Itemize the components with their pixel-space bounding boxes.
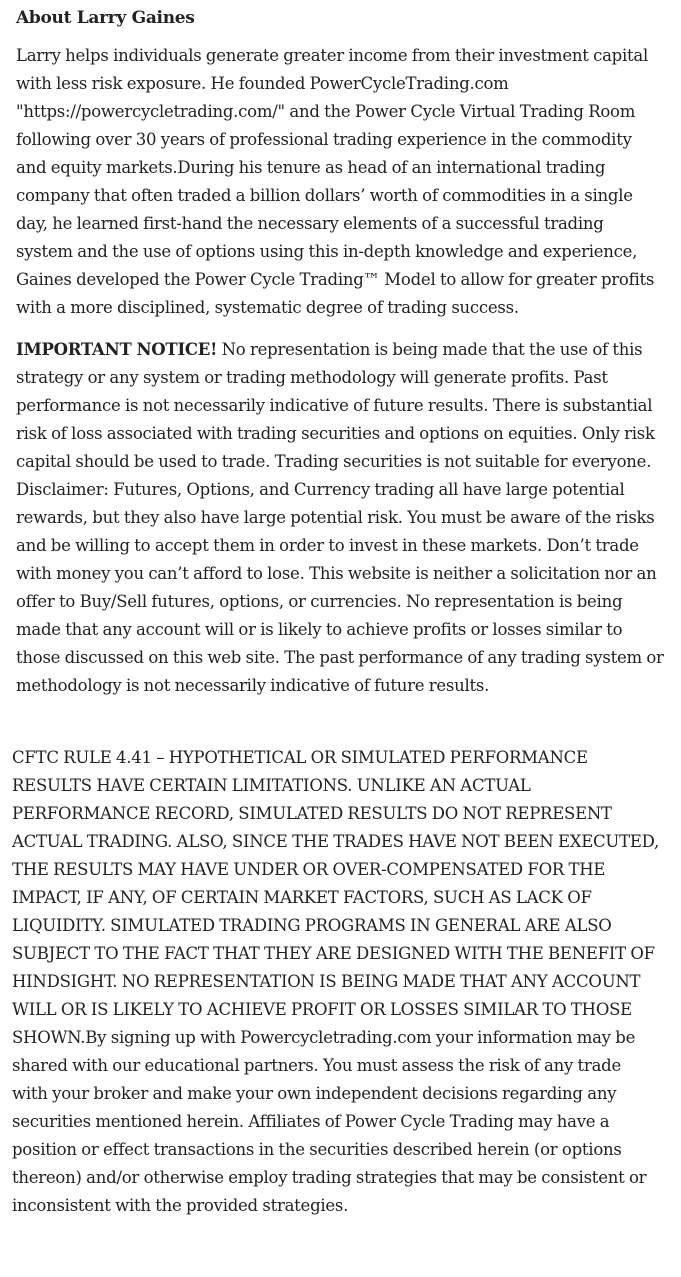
important-notice xyxy=(16,336,664,700)
about-heading: About Larry Gaines xyxy=(16,8,195,28)
cftc-disclaimer: CFTC RULE 4.41 – HYPOTHETICAL OR SIMULATED PERFORMANCE RESULTS HAVE CERTAIN LIMITATIONS. UNLIKE AN ACTUAL PERFORMANCE RECORD, SIMULATED RESULTS DO NOT REPRESENT ACTUAL TRADING. ALSO, SINCE THE TRADES HAVE NOT BEEN EXECUTED, THE RESULTS MAY HAVE UNDER OR OVER-COMPENSATED FOR THE IMPACT, IF ANY, OF CERTAIN MARKET FACTORS, SUCH AS LACK OF LIQUIDITY. SIMULATED TRADING PROGRAMS IN GENERAL ARE ALSO SUBJECT TO THE FACT THAT THEY ARE DESIGNED WITH THE BENEFIT OF HINDSIGHT. NO REPRESENTATION IS BEING MADE THAT ANY ACCOUNT WILL OR IS LIKELY TO ACHIEVE PROFIT OR LOSSES SIMILAR TO THOSE SHOWN.By signing up with Powercycletrading.com your information may be shared with our educational partners. You must assess the risk of any trade with your broker and make your own independent decisions regarding any securities mentioned herein. Affiliates of Power Cycle Trading may have a position or effect transactions in the securities described herein (or options thereon) and/or otherwise employ trading strategies that may be consistent or inconsistent with the provided strategies. xyxy=(12,748,660,1215)
important-notice-label: IMPORTANT NOTICE! xyxy=(16,340,218,359)
important-notice-text: No representation is being made that the use of this strategy or any system or trading methodology will generate profits. Past performance is not necessarily indicative of future results. There is substantial risk of loss associated with trading securities and options on equities. Only risk capital should be used to trade. Trading securities is not suitable for everyone. Disclaimer: Futures, Options, and Currency trading all have large potential rewards, but they also have large potential risk. You must be aware of the risks and be willing to accept them in order to invest in these markets. Don’t trade with money you can’t afford to lose. This website is neither a solicitation nor an offer to Buy/Sell futures, options, or currencies. No representation is being made that any account will or is likely to achieve profits or losses similar to those discussed on this web site. The past performance of any trading system or methodology is not necessarily indicative of future results. xyxy=(16,340,664,695)
author-bio: Larry helps individuals generate greater income from their investment capital with less risk exposure. He founded PowerCycleTrading.com "https://powercycletrading.com/" and the Power Cycle Virtual Trading Room following over 30 years of professional trading experience in the commodity and equity markets.During his tenure as head of an international trading company that often traded a billion dollars’ worth of commodities in a single day, he learned first-hand the necessary elements of a successful trading system and the use of options using this in-depth knowledge and experience, Gaines developed the Power Cycle Trading™ Model to allow for greater profits with a more disciplined, systematic degree of trading success. xyxy=(16,46,655,317)
about-author-section xyxy=(16,6,664,714)
